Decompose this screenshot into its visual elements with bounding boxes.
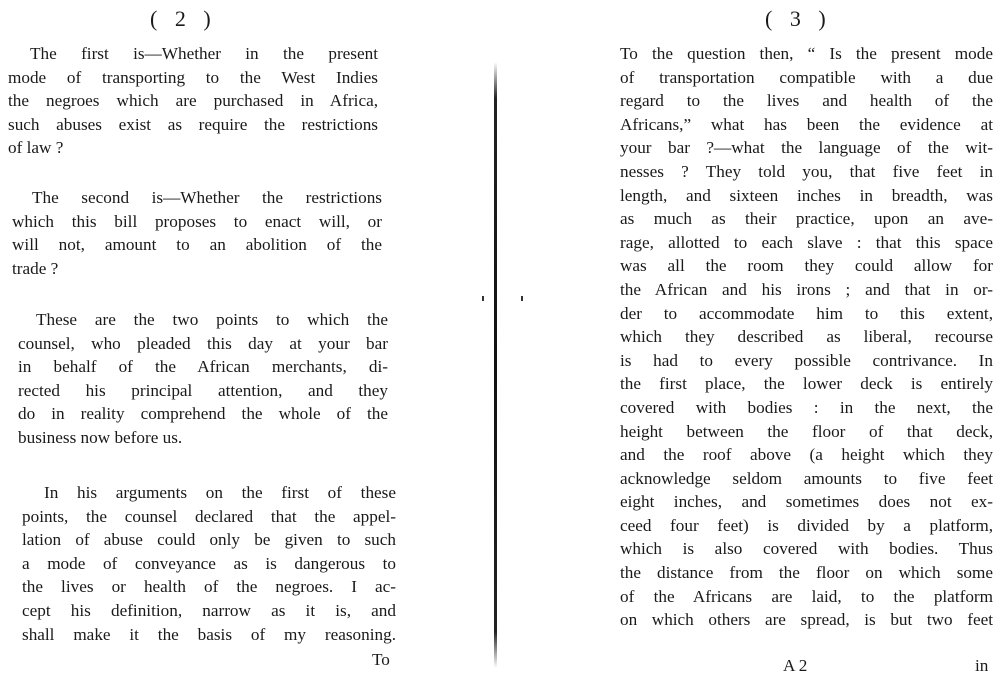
text-line: eight inches, and sometimes does not ex- <box>620 492 993 512</box>
text-line: which they described as liberal, recourse <box>620 327 993 347</box>
text-line: business now before us. <box>18 427 183 447</box>
text-line: points, the counsel declared that the appel- <box>22 506 396 526</box>
text-line: your bar ?—what the language of the wit- <box>620 138 993 158</box>
text-line: shall make it the basis of my reasoning. <box>22 624 396 644</box>
text-line: a mode of conveyance as is dangerous to <box>22 553 396 573</box>
text-line: nesses ? They told you, that five feet in <box>620 161 993 181</box>
text-line: acknowledge seldom amounts to five feet <box>620 468 993 488</box>
text-line: lation of abuse could only be given to such <box>22 530 396 550</box>
page-number-left: ( 2 ) <box>150 6 217 31</box>
text-line: was all the room they could allow for <box>620 256 993 276</box>
signature-mark: A 2 <box>783 656 808 675</box>
text-line: on which others are spread, is but two feet <box>620 610 993 630</box>
text-line: which this bill proposes to enact will, or <box>12 211 382 231</box>
text-line: the negroes which are purchased in Africa, <box>8 91 378 111</box>
text-line: of transportation compatible with a due <box>620 67 993 87</box>
text-line: length, and sixteen inches in breadth, was <box>620 185 993 205</box>
text-line: To the question then, “ Is the present mode <box>620 44 993 63</box>
text-line: of the Africans are laid, to the platform <box>620 586 993 606</box>
text-line: do in reality comprehend the whole of the <box>18 404 388 424</box>
text-line: The first is—Whether in the present <box>30 44 378 63</box>
catchword-right: in <box>975 656 989 675</box>
paragraph-4 <box>22 481 396 646</box>
text-line: mode of transporting to the West Indies <box>8 67 378 87</box>
text-line: der to accommodate him to this extent, <box>620 303 993 323</box>
text-line: height between the floor of that deck, <box>620 421 993 441</box>
paragraph-2 <box>12 186 382 280</box>
text-line: in behalf of the African merchants, di- <box>18 357 388 377</box>
text-line: the lives or health of the negroes. I ac- <box>22 577 396 597</box>
text-line: and the roof above (a height which they <box>620 445 993 465</box>
gutter-mark <box>521 296 523 301</box>
text-line: These are the two points to which the <box>36 310 388 329</box>
text-line: rage, allotted to each slave : that this space <box>620 232 993 252</box>
catchword-left: To <box>372 650 390 669</box>
right-body-text <box>620 42 993 632</box>
text-line: the African and his irons ; and that in or- <box>620 279 993 299</box>
text-line: counsel, who pleaded this day at your bar <box>18 333 388 353</box>
text-line: such abuses exist as require the restrictions <box>8 114 378 134</box>
text-line: ceed four feet) is divided by a platform, <box>620 515 993 535</box>
text-line: which is also covered with bodies. Thus <box>620 539 993 559</box>
text-line: covered with bodies : in the next, the <box>620 397 993 417</box>
text-line: will not, amount to an abolition of the <box>12 235 382 255</box>
text-line: the distance from the floor on which some <box>620 563 993 583</box>
text-line: trade ? <box>12 258 59 278</box>
paragraph-1 <box>8 42 378 160</box>
text-line: is had to every possible contrivance. In <box>620 350 993 370</box>
gutter-fold <box>494 62 497 668</box>
text-line: as much as their practice, upon an ave- <box>620 209 993 229</box>
text-line: The second is—Whether the restrictions <box>32 188 382 207</box>
text-line: Africans,” what has been the evidence at <box>620 114 993 134</box>
text-line: In his arguments on the first of these <box>44 483 396 502</box>
text-line: of law ? <box>8 138 64 158</box>
page-number-right: ( 3 ) <box>765 6 832 31</box>
paragraph-3 <box>18 308 388 450</box>
gutter-mark <box>482 296 484 301</box>
text-line: cept his definition, narrow as it is, and <box>22 600 396 620</box>
text-line: rected his principal attention, and they <box>18 380 388 400</box>
text-line: the first place, the lower deck is entirely <box>620 374 993 394</box>
text-line: regard to the lives and health of the <box>620 91 993 111</box>
